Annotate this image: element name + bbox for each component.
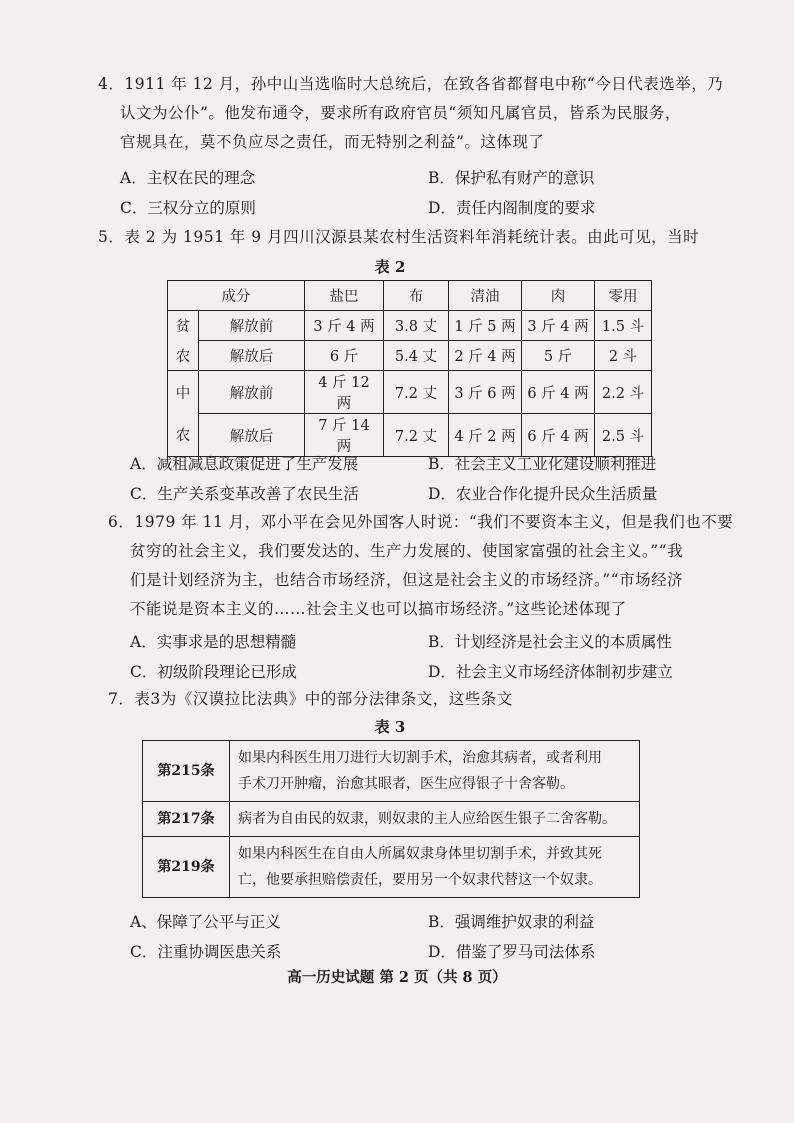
- q7-option-c: C．注重协调医患关系: [130, 943, 282, 961]
- q6-option-d: D．社会主义市场经济体制初步建立: [428, 663, 673, 681]
- table-row: [143, 741, 640, 802]
- q5-option-b: B．社会主义工业化建设顺利推进: [428, 455, 657, 473]
- article-text: [230, 741, 640, 802]
- q6-option-b: B．计划经济是社会主义的本质属性: [428, 633, 672, 651]
- question-4-line-3: 官规具在，莫不负应尽之责任，而无特别之利益”。这体现了: [120, 133, 545, 151]
- q7-option-d: D．借鉴了罗马司法体系: [428, 943, 596, 961]
- table-row: [168, 311, 652, 341]
- table-cell: 2 斗: [595, 341, 652, 371]
- group-label: 中: [168, 371, 199, 414]
- question-6-line-3: 们是计划经济为主，也结合市场经济，但这是社会主义的市场经济。”“市场经济: [130, 571, 684, 589]
- table-cell: 6 斤: [305, 341, 384, 371]
- table-cell: 3 斤 4 两: [522, 311, 595, 341]
- group-label: 贫: [168, 311, 199, 341]
- table-cell: 2 斤 4 两: [449, 341, 522, 371]
- article-number: 第219条: [143, 837, 230, 898]
- question-5: [98, 223, 699, 252]
- table-cell: 解放后: [199, 414, 305, 457]
- article-text: [230, 837, 640, 898]
- table-cell: 3.8 丈: [384, 311, 449, 341]
- page-footer: 高一历史试题 第 2 页（共 8 页）: [287, 969, 507, 986]
- article-text-line: 如果内科医生用刀进行大切割手术，治愈其病者，或者利用: [238, 750, 602, 766]
- table-cell: 解放后: [199, 341, 305, 371]
- q5-option-d: D．农业合作化提升民众生活质量: [428, 485, 658, 503]
- table-cell: 7.2 丈: [384, 371, 449, 414]
- q7-option-a: A、保障了公平与正义: [130, 913, 281, 931]
- table-2-header-cell: 盐巴: [305, 281, 384, 311]
- table-cell: 3 斤 6 两: [449, 371, 522, 414]
- table-cell: 6 斤 4 两: [522, 414, 595, 457]
- table-cell: 4 斤 2 两: [449, 414, 522, 457]
- question-6-line-2: 贫穷的社会主义，我们要发达的、生产力发展的、使国家富强的社会主义。”“我: [130, 542, 684, 560]
- table-row: [168, 371, 652, 414]
- q6-option-a: A．实事求是的思想精髓: [130, 633, 297, 651]
- q4-option-c: C．三权分立的原则: [120, 199, 256, 217]
- table-cell: 7 斤 14 两: [305, 414, 384, 457]
- table-2-header-cell: 成分: [168, 281, 305, 311]
- table-2: [167, 280, 652, 457]
- q4-option-a: A．主权在民的理念: [120, 169, 256, 187]
- article-text-line: 亡，他要承担赔偿责任，要用另一个奴隶代替这一个奴隶。: [238, 872, 602, 888]
- question-4: [98, 70, 723, 157]
- table-cell: 5.4 丈: [384, 341, 449, 371]
- table-cell: 解放前: [199, 311, 305, 341]
- table-cell: 4 斤 12 两: [305, 371, 384, 414]
- question-6-line-4: 不能说是资本主义的……社会主义也可以搞市场经济。”这些论述体现了: [130, 600, 627, 618]
- question-7: [108, 685, 513, 714]
- article-number: 第217条: [143, 802, 230, 837]
- table-3: [142, 740, 640, 898]
- article-text-line: 如果内科医生在自由人所属奴隶身体里切割手术，并致其死: [238, 846, 602, 862]
- question-6: [108, 508, 733, 624]
- question-5-line-1: 5．表 2 为 1951 年 9 月四川汉源县某农村生活资料年消耗统计表。由此可见，当时: [98, 228, 700, 246]
- table-row: [143, 802, 640, 837]
- table-2-header-cell: 布: [384, 281, 449, 311]
- article-text-line: 病者为自由民的奴隶，则奴隶的主人应给医生银子二舍客勒。: [238, 811, 616, 827]
- table-cell: 3 斤 4 两: [305, 311, 384, 341]
- table-2-header-cell: 清油: [449, 281, 522, 311]
- table-cell: 5 斤: [522, 341, 595, 371]
- group-label: 农: [168, 414, 199, 457]
- article-number: 第215条: [143, 741, 230, 802]
- q4-option-d: D．责任内阁制度的要求: [428, 199, 596, 217]
- table-cell: 1.5 斗: [595, 311, 652, 341]
- table-cell: 解放前: [199, 371, 305, 414]
- question-7-line-1: 7．表3为《汉谟拉比法典》中的部分法律条文，这些条文: [108, 690, 513, 708]
- table-row: [143, 837, 640, 898]
- table-2-header-cell: 肉: [522, 281, 595, 311]
- q4-option-b: B．保护私有财产的意识: [428, 169, 595, 187]
- table-2-header-cell: 零用: [595, 281, 652, 311]
- question-6-line-1: 6．1979 年 11 月，邓小平在会见外国客人时说：“我们不要资本主义，但是我们也不要: [108, 513, 734, 531]
- table-row: [168, 414, 652, 457]
- q7-option-b: B．强调维护奴隶的利益: [428, 913, 595, 931]
- q5-option-c: C．生产关系变革改善了农民生活: [130, 485, 359, 503]
- table-cell: 2.2 斗: [595, 371, 652, 414]
- table-cell: 1 斤 5 两: [449, 311, 522, 341]
- table-cell: 7.2 丈: [384, 414, 449, 457]
- q6-option-c: C．初级阶段理论已形成: [130, 663, 297, 681]
- question-4-line-1: 4．1911 年 12 月，孙中山当选临时大总统后，在致各省都督电中称“今日代表选举，乃: [98, 75, 724, 93]
- article-text: [230, 802, 640, 837]
- table-cell: 6 斤 4 两: [522, 371, 595, 414]
- table-row: [168, 341, 652, 371]
- article-text-line: 手术刀开肿瘤，治愈其眼者，医生应得银子十舍客勒。: [238, 776, 574, 792]
- table-cell: 2.5 斗: [595, 414, 652, 457]
- q5-option-a: A．减租减息政策促进了生产发展: [130, 455, 359, 473]
- group-label: 农: [168, 341, 199, 371]
- question-4-line-2: 认文为公仆”。他发布通令，要求所有政府官员“须知凡属官员，皆系为民服务，: [120, 104, 681, 122]
- table-3-caption: 表 3: [374, 718, 406, 736]
- table-2-caption: 表 2: [374, 258, 406, 276]
- table-2-header-row: [168, 281, 652, 311]
